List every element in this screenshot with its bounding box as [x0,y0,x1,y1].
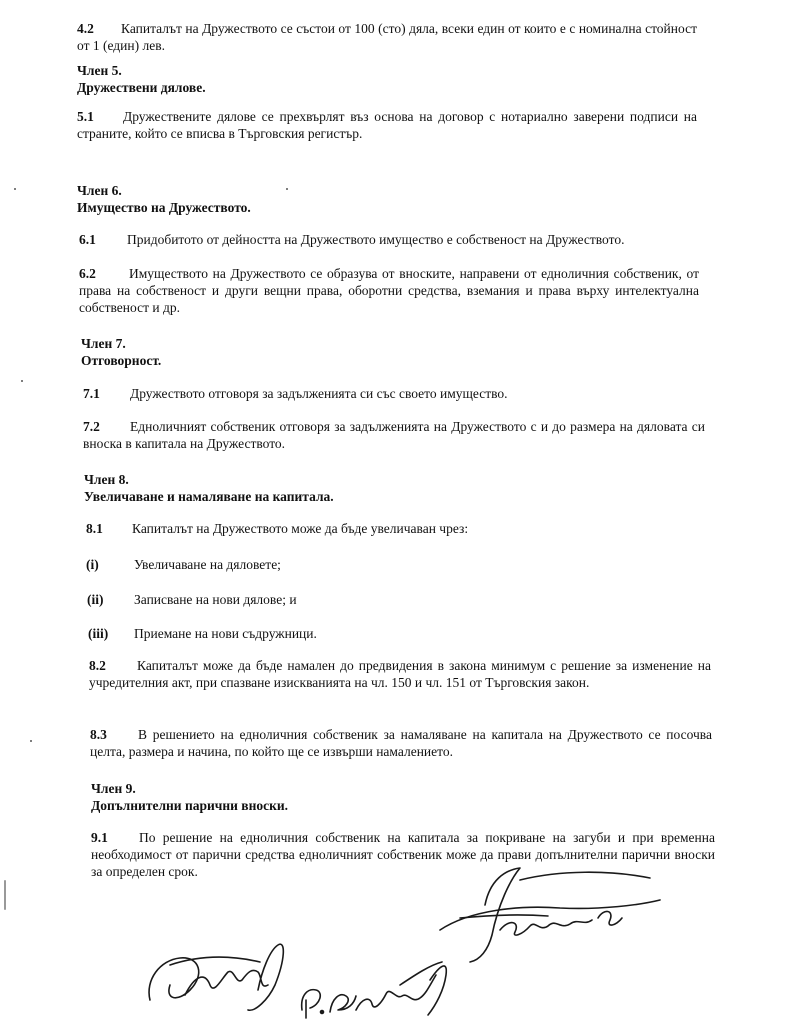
clause-text: Придобитото от дейността на Дружеството имущество е собственост на Дружеството. [127,232,625,247]
article-9-title: Член 9. [91,781,136,796]
scan-speck [286,188,288,190]
article-8-subtitle: Увеличаване и намаляване на капитала. [84,489,334,504]
clause-text: Едноличният собственик отговоря за задълженията на Дружеството с и до размера на дяловата си вноска в капитала на Дружеството. [83,419,705,451]
item-text: Записване на нови дялове; и [134,592,297,607]
scan-speck [14,188,16,190]
clause-number: 8.1 [86,521,103,536]
article-5-subtitle: Дружествени дялове. [77,80,206,95]
item-number: (ii) [87,592,104,607]
article-9-subtitle: Допълнителни парични вноски. [91,798,289,813]
item-number: (iii) [88,626,109,641]
clause-text: Капиталът може да бъде намален до предвидения в закона минимум с решение за изменение на учредителния акт, при спазване изискванията на чл. 150 и чл. 151 от Търговския закон. [89,658,711,690]
clause-text: По решение на едноличния собственик на капитала за покриване на загуби и при временна необходимост от парични средства едноличният собственик може да прави допълнителни парични вноски за определен срок. [91,830,715,879]
clause-text: Капиталът на Дружеството може да бъде увеличаван чрез: [132,521,469,536]
clause-number: 6.2 [79,266,96,281]
clause-number: 8.3 [90,727,107,742]
article-5-title: Член 5. [77,63,122,78]
clause-text: Имуществото на Дружеството се образува от вноските, направени от едноличния собственик, от права на собственост и други вещни права, оборотни средства, вземания и права върху интелектуална собственост и др. [79,266,699,315]
item-text: Приемане на нови съдружници. [134,626,317,641]
article-7-title: Член 7. [81,336,126,351]
clause-text: Капиталът на Дружеството се състои от 100 (сто) дяла, всеки един от които е с номинална стойност от 1 (един) лев. [77,21,697,53]
clause-number: 5.1 [77,109,94,124]
clause-number: 7.2 [83,419,100,434]
article-6-subtitle: Имущество на Дружеството. [77,200,251,215]
clause-text: В решението на едноличния собственик за намаляване на капитала на Дружеството се посочва целта, размера и начина, по който ще се извърши намалението. [90,727,712,759]
clause-number: 7.1 [83,386,100,401]
clause-number: 6.1 [79,232,96,247]
scan-speck [30,740,32,742]
clause-text: Дружеството отговоря за задълженията си със своето имущество. [130,386,508,401]
item-text: Увеличаване на дяловете; [134,557,281,572]
clause-number: 4.2 [77,21,94,36]
scan-speck [4,880,6,910]
item-number: (i) [86,557,99,572]
article-8-title: Член 8. [84,472,129,487]
clause-text: Дружествените дялове се прехвърлят въз основа на договор с нотариално заверени подписи на страните, който се вписва в Търговския регистър. [77,109,697,141]
clause-number: 8.2 [89,658,106,673]
clause-number: 9.1 [91,830,108,845]
article-7-subtitle: Отговорност. [81,353,162,368]
article-6-title: Член 6. [77,183,122,198]
scan-speck [21,380,23,382]
